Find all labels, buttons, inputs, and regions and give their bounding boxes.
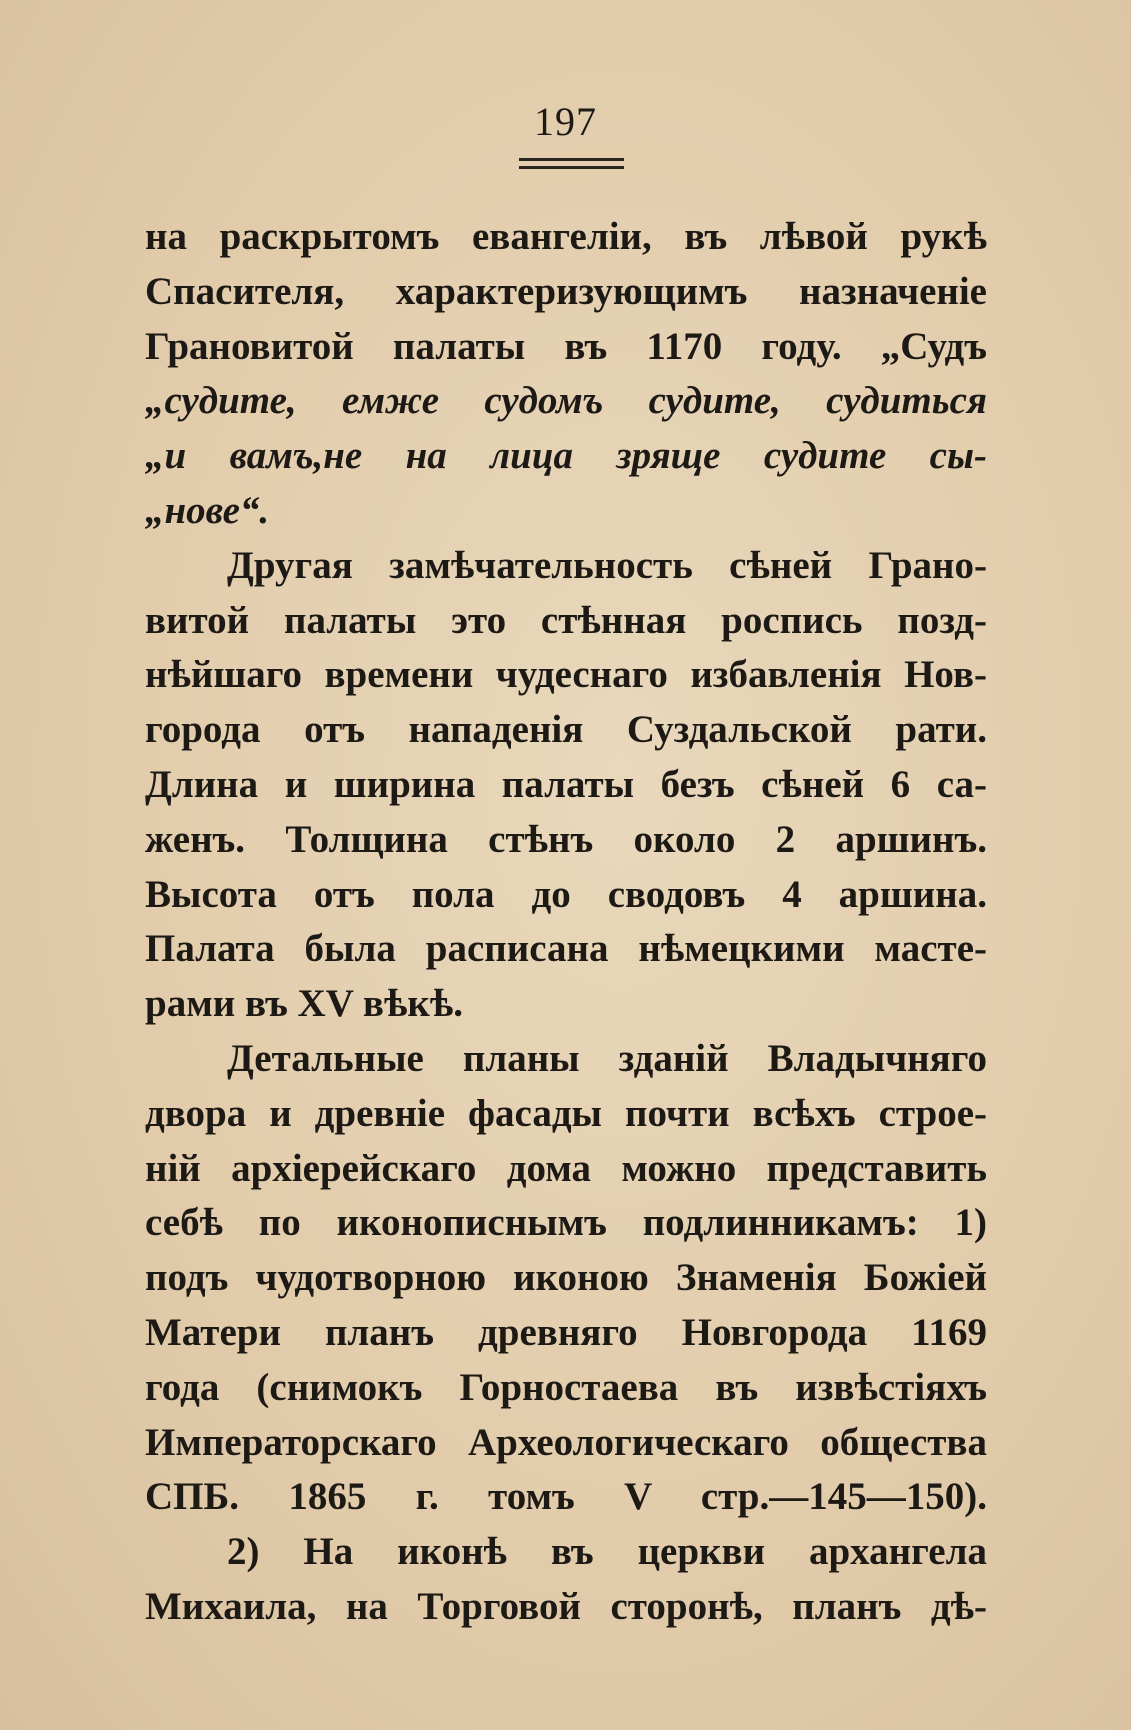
text-line-quote: „судите, емже судомъ судите, судиться (145, 379, 987, 423)
text-line: себѣ по иконописнымъ подлинникамъ: 1) (145, 1201, 987, 1245)
text-line: 2) На иконѣ въ церкви архангела (227, 1530, 987, 1574)
page-header (0, 98, 1131, 146)
text-line: Другая замѣчательность сѣней Грано- (227, 543, 987, 587)
page-number: 197 (534, 99, 597, 144)
text-line: рами въ XV вѣкѣ. (145, 982, 464, 1026)
text-line: Длина и ширина палаты безъ сѣней 6 са- (145, 762, 987, 806)
text-line: ній архіерейскаго дома можно представить (145, 1146, 987, 1190)
text-line: города отъ нападенія Суздальской рати. (145, 708, 987, 752)
text-line-quote: „нове“. (145, 488, 270, 532)
text-line: СПБ. 1865 г. томъ V стр.—145—150). (145, 1475, 987, 1519)
text-line: Грановитой палаты въ 1170 году. „Судъ (145, 324, 987, 368)
text-line-quote: „и вамъ,не на лица зряще судите сы- (145, 434, 987, 478)
header-rule-top (519, 158, 624, 161)
text-line: Спасителя, характеризующимъ назначеніе (145, 269, 987, 313)
text-line: Михаила, на Торговой сторонѣ, планъ дѣ- (145, 1584, 987, 1628)
text-line: Матери планъ древняго Новгорода 1169 (145, 1310, 987, 1354)
text-line: Детальные планы зданій Владычняго (227, 1036, 987, 1080)
text-line: Императорскаго Археологическаго общества (145, 1420, 987, 1464)
text-line: витой палаты это стѣнная роспись позд- (145, 598, 987, 642)
text-line: на раскрытомъ евангеліи, въ лѣвой рукѣ (145, 215, 987, 258)
text-line: года (снимокъ Горностаева въ извѣстіяхъ (145, 1365, 987, 1409)
text-line: женъ. Толщина стѣнъ около 2 аршинъ. (145, 817, 987, 861)
page-text-body (145, 210, 987, 1635)
text-line: Палата была расписана нѣмецкими масте- (145, 927, 987, 971)
text-line: нѣйшаго времени чудеснаго избавленія Нов- (145, 653, 987, 697)
text-line: двора и древніе фасады почти всѣхъ строе- (145, 1091, 987, 1135)
text-line: Высота отъ пола до сводовъ 4 аршина. (145, 872, 987, 916)
text-line: подъ чудотворною иконою Знаменія Божіей (145, 1256, 987, 1300)
header-rule-bottom (519, 166, 624, 169)
